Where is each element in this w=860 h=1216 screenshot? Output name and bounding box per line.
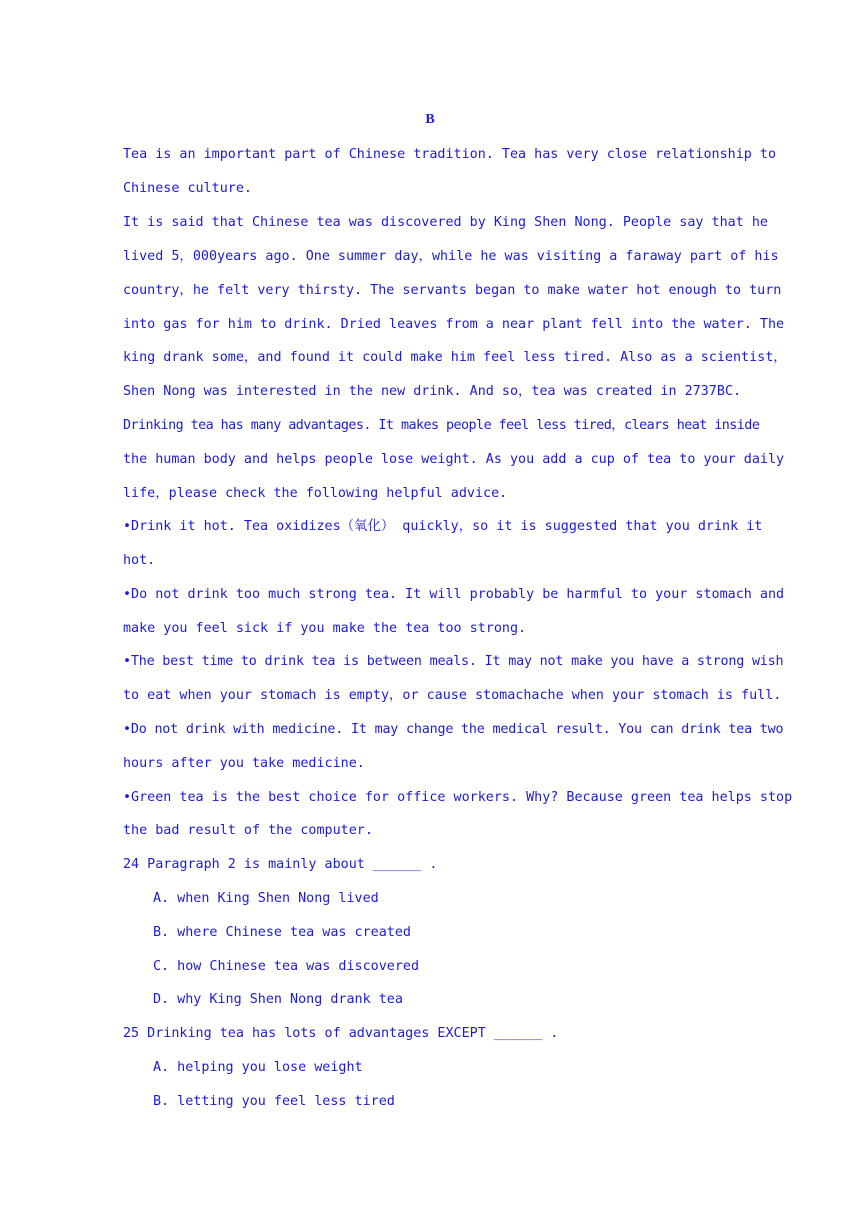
question-24-option-b: B. where Chinese tea was created [153,925,411,940]
advice-line: make you feel sick if you make the tea too strong. [123,621,527,636]
passage-line: lived 5，000years ago. One summer day，while he was visiting a faraway part of his [123,249,779,264]
passage-line: Chinese culture. [123,181,252,196]
passage-line: Shen Nong was interested in the new drink. And so，tea was created in 2737BC. [123,384,742,399]
advice-line: •Green tea is the best choice for office workers. Why? Because green tea helps stop [123,790,793,805]
advice-line: •Do not drink too much strong tea. It will probably be harmful to your stomach and [123,587,785,602]
advice-line: to eat when your stomach is empty，or cause stomachache when your stomach is full. [123,688,782,703]
passage-line: country，he felt very thirsty. The servants began to make water hot enough to turn [123,283,782,298]
question-24-option-c: C. how Chinese tea was discovered [153,959,420,974]
question-24-option-a: A. when King Shen Nong lived [153,891,379,906]
section-title: B [425,112,435,127]
question-25-option-a: A. helping you lose weight [153,1060,363,1075]
passage-line: It is said that Chinese tea was discovered by King Shen Nong. People say that he [123,215,768,230]
passage-line: life，please check the following helpful advice. [123,486,508,501]
question-24-option-d: D. why King Shen Nong drank tea [153,992,403,1007]
advice-line: •Drink it hot. Tea oxidizes（氧化） quickly，so it is suggested that you drink it [123,519,763,534]
question-25-option-b: B. letting you feel less tired [153,1094,395,1109]
advice-line: •The best time to drink tea is between meals. It may not make you have a strong wish [123,654,784,669]
advice-line: hot. [123,553,156,568]
passage-line: Drinking tea has many advantages. It makes people feel less tired，clears heat inside [123,418,760,433]
passage-line: Tea is an important part of Chinese tradition. Tea has very close relationship to [123,147,777,162]
advice-line: the bad result of the computer. [123,823,373,838]
passage-line: king drank some，and found it could make him feel less tired. Also as a scientist， [123,350,787,365]
advice-line: hours after you take medicine. [123,756,365,771]
passage-line: the human body and helps people lose weight. As you add a cup of tea to your daily [123,452,785,467]
question-24-stem: 24 Paragraph 2 is mainly about ______ . [123,857,438,872]
passage-line: into gas for him to drink. Dried leaves from a near plant fell into the water. The [123,317,785,332]
advice-line: •Do not drink with medicine. It may change the medical result. You can drink tea two [123,722,784,737]
question-25-stem: 25 Drinking tea has lots of advantages EXCEPT ______ . [123,1026,559,1041]
